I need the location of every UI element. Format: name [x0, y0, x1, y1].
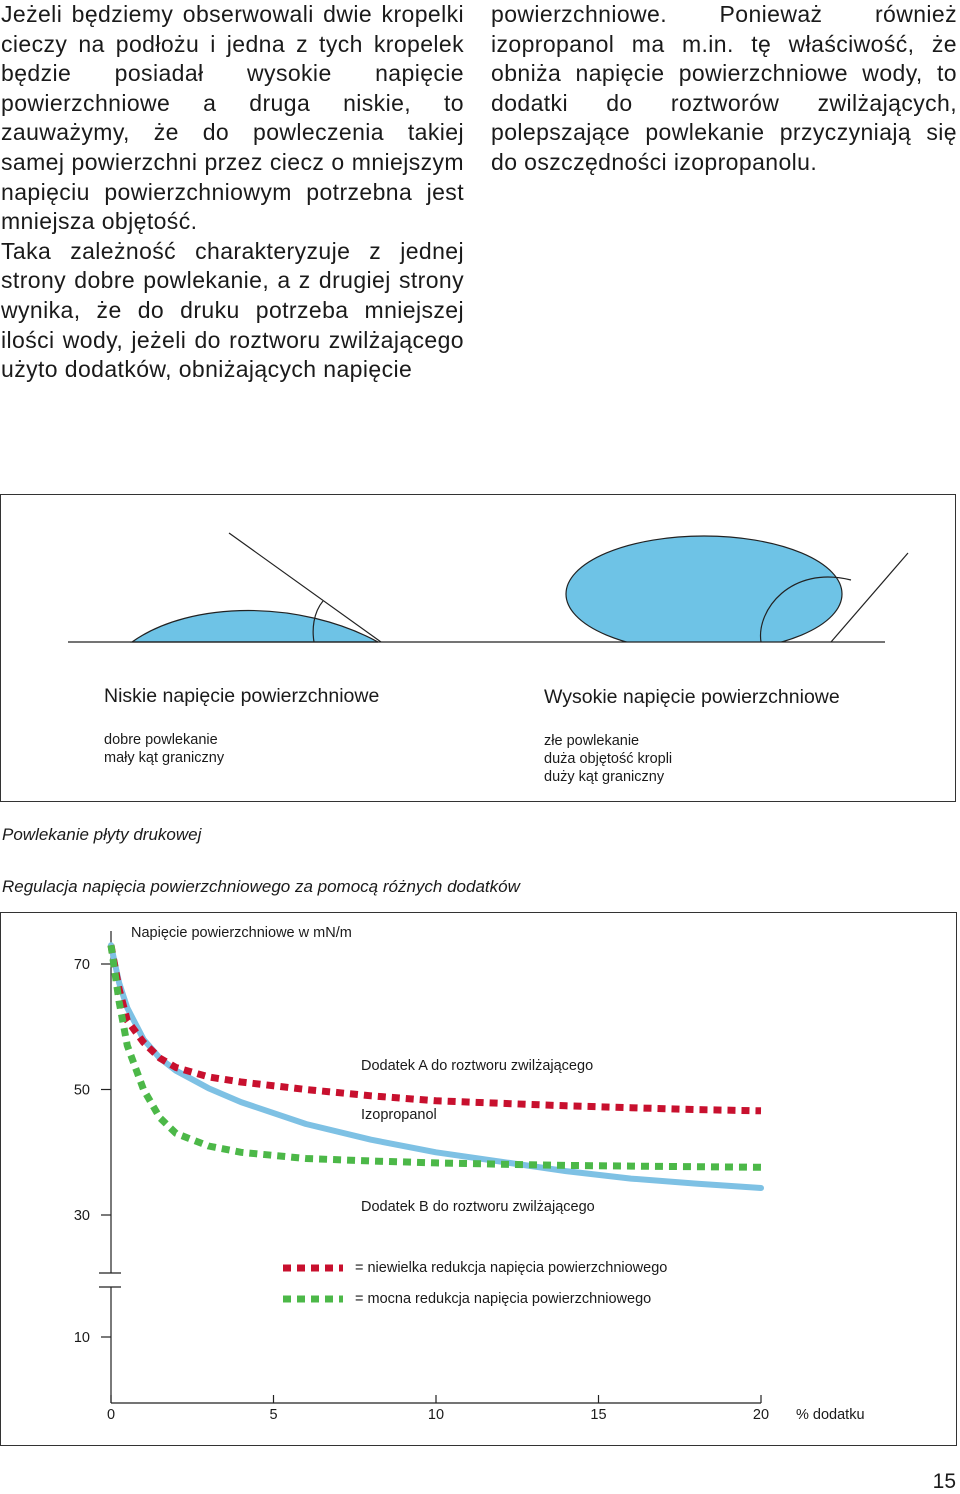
chart-container — [0, 912, 957, 1446]
droplet-figure-caption: Powlekanie płyty drukowej — [2, 825, 202, 844]
high-tension-drop — [566, 536, 842, 652]
surface-tension-chart — [1, 913, 956, 1445]
y-tick-label: 70 — [73, 957, 90, 973]
x-tick-label: 0 — [106, 1407, 116, 1423]
contact-angle-line — [831, 553, 908, 642]
low-tension-title: Niskie napięcie powierzchniowe — [104, 685, 380, 707]
paragraph: Taka zależność charakteryzuje z jednej strony dobre powlekanie, a z drugiej strony wynika, że do druku potrzeba mniejszej ilości wody, jeżeli do roztworu zwilżającego użyto dodatków, obniżających napięcie — [1, 237, 464, 383]
low-tension-line1: dobre powlekanie — [104, 732, 218, 748]
series-line — [111, 945, 761, 1167]
x-tick-label: 10 — [427, 1407, 445, 1423]
y-tick-label: 30 — [73, 1208, 90, 1224]
page-number: 15 — [932, 1470, 956, 1493]
series-label-isopropanol: Izopropanol — [361, 1107, 437, 1123]
droplet-figure — [0, 494, 956, 802]
chart-caption: Regulacja napięcia powierzchniowego za pomocą różnych dodatków — [2, 877, 520, 896]
series-label-b: Dodatek B do roztworu zwilżającego — [361, 1199, 595, 1215]
left-text-column — [1, 0, 464, 385]
right-text-column — [491, 0, 957, 178]
high-tension-title: Wysokie napięcie powierzchniowe — [544, 686, 840, 708]
y-tick-label: 10 — [73, 1330, 90, 1346]
chart-axes — [74, 931, 769, 1423]
x-tick-label: 20 — [752, 1407, 770, 1423]
high-tension-line2: duża objętość kropli — [544, 751, 673, 767]
paragraph: powierzchniowe. Ponieważ również izopropanol ma m.in. tę właściwość, że obniża napięcie powierzchniowe wody, to dodatki do roztworów zwilżających, polepszające powlekanie przyczyniają się do oszczędności izopropanolu. — [491, 1, 957, 175]
x-tick-label: 5 — [269, 1407, 278, 1423]
y-axis-title: Napięcie powierzchniowe w mN/m — [131, 925, 352, 941]
low-tension-line2: mały kąt graniczny — [104, 750, 225, 766]
legend-label-green: = mocna redukcja napięcia powierzchniowego — [355, 1291, 652, 1307]
x-axis-title: % dodatku — [796, 1407, 865, 1423]
paragraph: Jeżeli będziemy obserwowali dwie kropelki cieczy na podłożu i jedna z tych kropelek będzie posiadał wysokie napięcie powierzchniowe a druga niskie, to zauważymy, że do powleczenia takiej samej powierzchni przez ciecz o mniejszym napięciu powierzchniowym potrzebna jest mniejsza objętość. — [1, 1, 464, 235]
high-tension-line1: złe powlekanie — [544, 733, 640, 749]
x-tick-label: 15 — [590, 1407, 607, 1423]
high-tension-line3: duży kąt graniczny — [544, 769, 665, 785]
legend-label-red: = niewielka redukcja napięcia powierzchniowego — [355, 1260, 668, 1276]
y-tick-label: 50 — [73, 1082, 90, 1099]
low-tension-drop — [132, 611, 378, 643]
series-label-a: Dodatek A do roztworu zwilżającego — [361, 1058, 594, 1074]
